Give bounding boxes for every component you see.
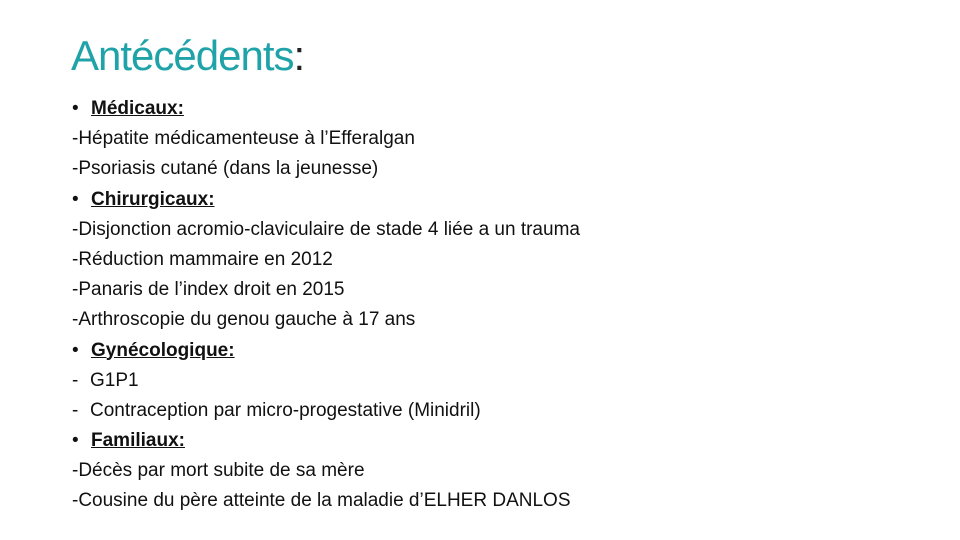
section-heading-chirurgicaux [72, 185, 932, 215]
history-item: -Arthroscopie du genou gauche à 17 ans [72, 309, 416, 331]
history-item: -Disjonction acromio-claviculaire de stade 4 liée a un trauma [72, 218, 580, 240]
slide-body [72, 94, 932, 517]
history-item: -Hépatite médicamenteuse à l’Efferalgan [72, 128, 415, 150]
title-text: Antécédents [71, 32, 294, 79]
section-heading-text: Gynécologique: [91, 339, 235, 361]
slide-title [71, 28, 304, 84]
section-heading-familiaux [72, 426, 932, 456]
history-item: -Réduction mammaire en 2012 [72, 248, 333, 270]
bullet-icon: • [72, 98, 79, 119]
dash-marker: - [72, 399, 79, 421]
history-item: -Cousine du père atteinte de la maladie d’ELHER DANLOS [72, 490, 571, 512]
history-item [72, 396, 932, 426]
history-item: -Psoriasis cutané (dans la jeunesse) [72, 158, 379, 180]
section-heading-text: Chirurgicaux: [91, 188, 215, 210]
section-heading-text: Familiaux: [91, 430, 185, 452]
section-heading-text: Médicaux: [91, 98, 184, 119]
title-colon: : [293, 32, 305, 79]
history-item-text: G1P1 [90, 369, 139, 391]
history-item-text: Contraception par micro-progestative (Minidril) [90, 399, 481, 421]
section-heading-medicaux [72, 94, 932, 124]
history-item: -Panaris de l’index droit en 2015 [72, 279, 345, 301]
bullet-icon: • [72, 430, 79, 452]
section-heading-gynecologique [72, 336, 932, 366]
history-item: -Décès par mort subite de sa mère [72, 460, 365, 482]
bullet-icon: • [72, 339, 79, 361]
history-item [72, 366, 932, 396]
bullet-icon: • [72, 188, 79, 210]
dash-marker: - [72, 369, 79, 391]
